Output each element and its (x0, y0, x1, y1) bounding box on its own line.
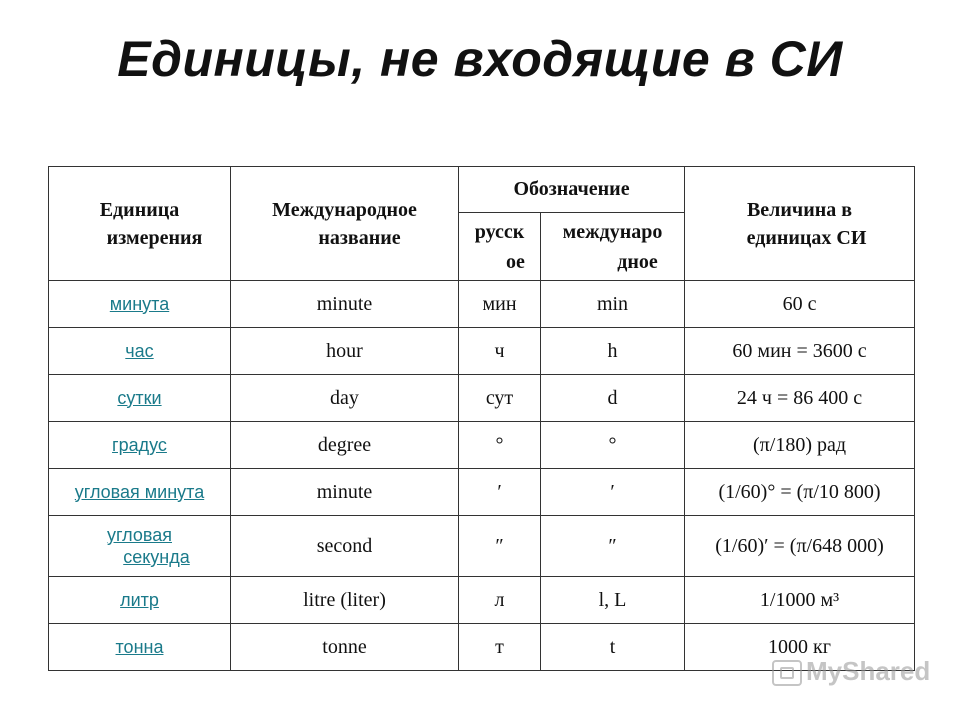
unit-cell (49, 281, 231, 328)
unit-link-line2: секунда (123, 547, 190, 567)
si-value-cell: (π/180) рад (685, 422, 915, 469)
header-ru-line2: ое (506, 250, 525, 273)
ru-symbol-cell: л (459, 577, 541, 624)
unit-cell (49, 328, 231, 375)
table-row (49, 422, 915, 469)
intl-symbol-cell: ″ (541, 516, 685, 577)
header-ru-line1: русск (474, 220, 525, 243)
unit-link-line1: угловая (106, 525, 172, 545)
header-unit-line2: измерения (106, 226, 203, 249)
header-international-name (231, 167, 459, 281)
watermark-logo-icon (772, 660, 802, 686)
intl-symbol-cell: l, L (541, 577, 685, 624)
unit-link-litre[interactable]: литр (120, 589, 159, 610)
header-int-line1: междунаро (562, 220, 663, 243)
table-row (49, 375, 915, 422)
si-value-cell: 1/1000 м³ (685, 577, 915, 624)
ru-symbol-cell: ″ (459, 516, 541, 577)
intl-name-cell: hour (231, 328, 459, 375)
table-row (49, 469, 915, 516)
ru-symbol-cell: ° (459, 422, 541, 469)
unit-cell (49, 375, 231, 422)
header-si-line2: единицах СИ (746, 226, 867, 249)
si-value-cell: (1/60)° = (π/10 800) (685, 469, 915, 516)
intl-symbol-cell: ′ (541, 469, 685, 516)
intl-name-cell: day (231, 375, 459, 422)
unit-link-arc-second[interactable] (55, 525, 224, 568)
header-int-line2: дное (617, 250, 658, 273)
unit-cell (49, 577, 231, 624)
header-intl-line1: Международное (272, 198, 417, 221)
unit-link-hour[interactable]: час (125, 340, 154, 361)
header-russian (459, 213, 541, 281)
watermark (772, 656, 930, 687)
table-row (49, 328, 915, 375)
unit-cell (49, 516, 231, 577)
unit-link-arc-minute[interactable]: угловая минута (74, 481, 205, 502)
intl-name-cell: minute (231, 281, 459, 328)
ru-symbol-cell: ′ (459, 469, 541, 516)
intl-name-cell: degree (231, 422, 459, 469)
intl-symbol-cell: d (541, 375, 685, 422)
header-designation: Обозначение (459, 167, 685, 213)
table-row (49, 577, 915, 624)
ru-symbol-cell: ч (459, 328, 541, 375)
header-unit-line1: Единица (99, 198, 180, 221)
header-unit (49, 167, 231, 281)
unit-link-degree[interactable]: градус (112, 434, 167, 455)
ru-symbol-cell: сут (459, 375, 541, 422)
unit-cell (49, 624, 231, 671)
header-international (541, 213, 685, 281)
unit-cell (49, 469, 231, 516)
slide-title: Единицы, не входящие в СИ (117, 31, 843, 87)
si-value-cell: 60 с (685, 281, 915, 328)
ru-symbol-cell: т (459, 624, 541, 671)
intl-name-cell: tonne (231, 624, 459, 671)
intl-name-cell: second (231, 516, 459, 577)
ru-symbol-cell: мин (459, 281, 541, 328)
si-value-cell: 60 мин = 3600 с (685, 328, 915, 375)
si-value-cell: (1/60)′ = (π/648 000) (685, 516, 915, 577)
table-row (49, 516, 915, 577)
units-table (48, 166, 915, 671)
intl-symbol-cell: min (541, 281, 685, 328)
header-si-value (685, 167, 915, 281)
unit-cell (49, 422, 231, 469)
unit-link-minute[interactable]: минута (109, 293, 170, 314)
intl-symbol-cell: ° (541, 422, 685, 469)
si-value-cell: 1000 кг (685, 624, 915, 671)
intl-name-cell: litre (liter) (231, 577, 459, 624)
unit-link-tonne[interactable]: тонна (115, 636, 164, 657)
table-row (49, 281, 915, 328)
intl-name-cell: minute (231, 469, 459, 516)
si-value-cell: 24 ч = 86 400 с (685, 375, 915, 422)
unit-link-day[interactable]: сутки (117, 387, 162, 408)
intl-symbol-cell: h (541, 328, 685, 375)
header-row-top (49, 167, 915, 213)
intl-symbol-cell: t (541, 624, 685, 671)
header-si-line1: Величина в (746, 198, 853, 221)
watermark-text: MyShared (806, 656, 931, 686)
header-intl-line2: название (318, 226, 401, 249)
